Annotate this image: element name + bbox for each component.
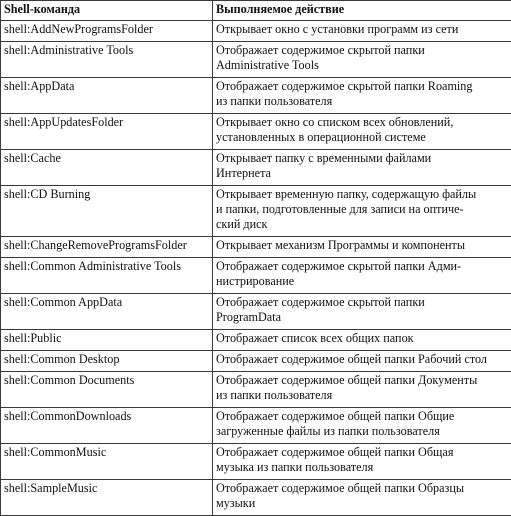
description-cell: Отображает содержимое скрытой папки ProgramData	[213, 294, 511, 330]
description-cell: Открывает окно со списком всех обновлений, установленных в операционной системе	[213, 114, 511, 150]
header-shell-command: Shell-команда	[1, 1, 213, 21]
table-row	[1, 294, 511, 330]
description-cell: Отображает содержимое скрытой папки Administrative Tools	[213, 42, 511, 78]
description-cell: Отображает содержимое общей папки Общая музыка из папки пользователя	[213, 444, 511, 480]
command-cell: shell:ChangeRemoveProgramsFolder	[1, 237, 213, 258]
description-cell: Открывает механизм Программы и компоненты	[213, 237, 511, 258]
command-cell: shell:Common Desktop	[1, 351, 213, 372]
table-row	[1, 114, 511, 150]
description-cell: Отображает список всех общих папок	[213, 330, 511, 351]
table-row	[1, 408, 511, 444]
description-cell: Отображает содержимое общей папки Образцы музыки	[213, 480, 511, 516]
description-cell: Отображает содержимое общей папки Общие загруженные файлы из папки пользователя	[213, 408, 511, 444]
command-cell: shell:SampleMusic	[1, 480, 213, 516]
table-row	[1, 150, 511, 186]
description-cell: Отображает содержимое скрытой папки Адми- нистрирование	[213, 258, 511, 294]
command-cell: shell:Administrative Tools	[1, 42, 213, 78]
table-row	[1, 42, 511, 78]
command-cell: shell:Public	[1, 330, 213, 351]
table-header-row	[1, 1, 511, 21]
command-cell: shell:CommonMusic	[1, 444, 213, 480]
table-row	[1, 21, 511, 42]
command-cell: shell:AppUpdatesFolder	[1, 114, 213, 150]
description-cell: Отображает содержимое общей папки Рабочий стол	[213, 351, 511, 372]
command-cell: shell:CD Burning	[1, 186, 213, 237]
command-cell: shell:Common Administrative Tools	[1, 258, 213, 294]
description-cell: Открывает папку с временными файлами Интернета	[213, 150, 511, 186]
command-cell: shell:Common Documents	[1, 372, 213, 408]
table-row	[1, 78, 511, 114]
description-cell: Отображает содержимое общей папки Документы из папки пользователя	[213, 372, 511, 408]
description-cell: Отображает содержимое скрытой папки Roaming из папки пользователя	[213, 78, 511, 114]
command-cell: shell:Common AppData	[1, 294, 213, 330]
table-row	[1, 237, 511, 258]
table-row	[1, 186, 511, 237]
table-row	[1, 372, 511, 408]
command-cell: shell:AddNewProgramsFolder	[1, 21, 213, 42]
table-row	[1, 444, 511, 480]
description-cell: Открывает окно с установки программ из сети	[213, 21, 511, 42]
command-cell: shell:AppData	[1, 78, 213, 114]
description-cell: Открывает временную папку, содержащую файлы и папки, подготовленные для записи на оптиче- ский диск	[213, 186, 511, 237]
command-cell: shell:Cache	[1, 150, 213, 186]
header-action: Выполняемое действие	[213, 1, 511, 21]
table-row	[1, 480, 511, 516]
command-cell: shell:CommonDownloads	[1, 408, 213, 444]
table-row	[1, 330, 511, 351]
table-row	[1, 351, 511, 372]
table-row	[1, 258, 511, 294]
